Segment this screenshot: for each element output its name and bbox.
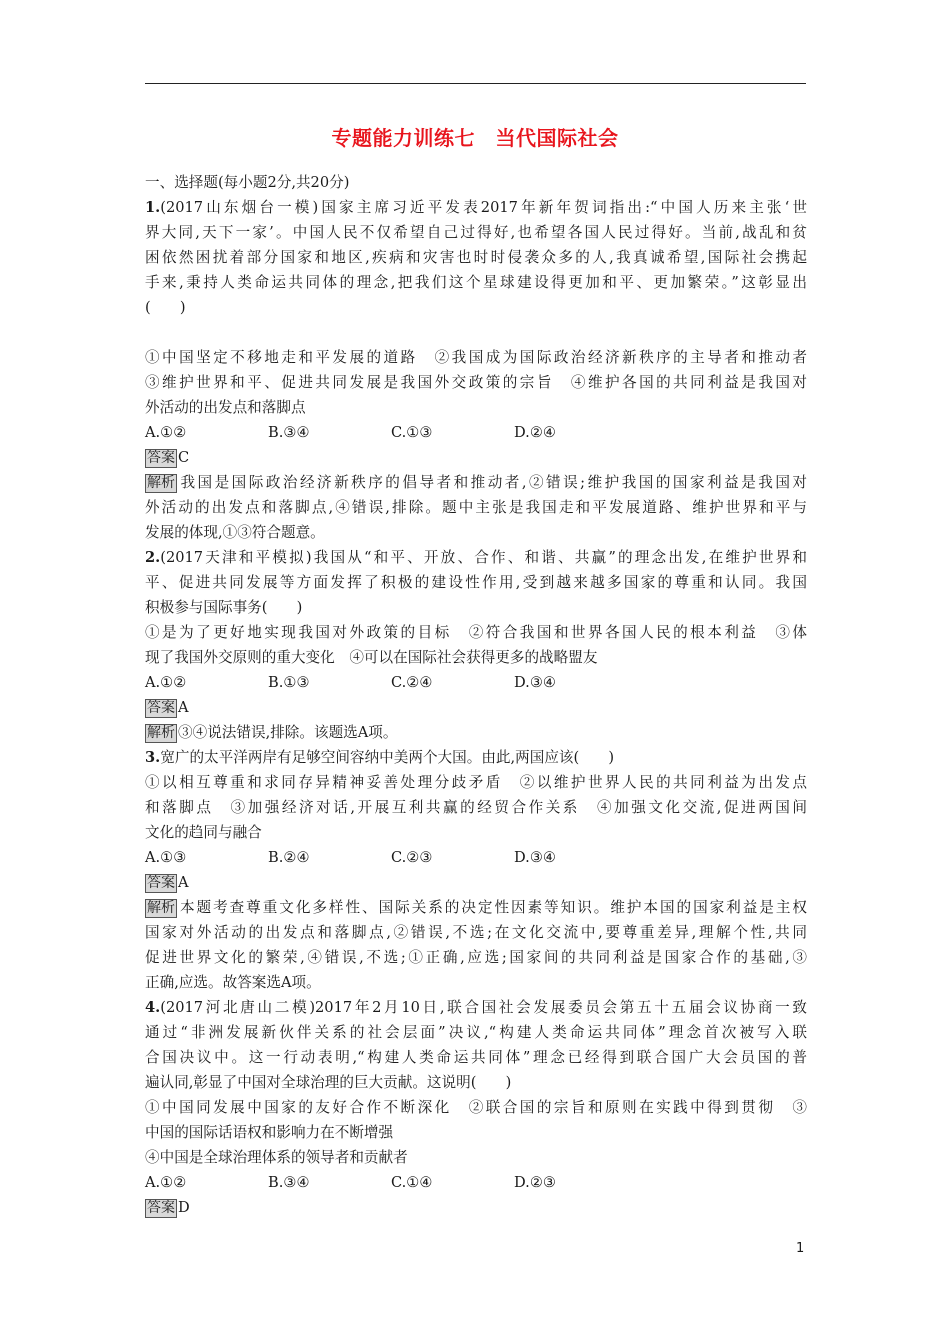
question-3 xyxy=(145,745,807,995)
question-number: 1. xyxy=(145,199,161,216)
options-row xyxy=(145,1170,807,1195)
page-title: 专题能力训练七 当代国际社会 xyxy=(331,126,619,150)
option-d: D.②④ xyxy=(514,424,556,441)
statement-line: 和落脚点 ③加强经济对话,开展互利共赢的经贸合作关系 ④加强文化交流,促进两国间 xyxy=(145,799,807,816)
question-stem-line: 界大同,天下一家’。中国人民不仅希望自己过得好,也希望各国人民过得好。当前,战乱和贫 xyxy=(145,224,807,241)
answer-blank: ( ) xyxy=(145,299,186,316)
analysis-line: 解析 我国是国际政治经济新秩序的倡导者和推动者,②错误;维护我国的国家利益是我国对 xyxy=(147,474,807,491)
question-stem-line: 3.宽广的太平洋两岸有足够空间容纳中美两个大国。由此,两国应该( ) xyxy=(145,749,615,766)
question-number: 2. xyxy=(145,549,161,566)
question-stem-line: 2.(2017天津和平模拟)我国从“和平、开放、合作、和谐、共赢”的理念出发,在维护世界和 xyxy=(145,549,807,566)
answer-line xyxy=(145,1195,807,1220)
statement-line: ①中国坚定不移地走和平发展的道路 ②我国成为国际政治经济新秩序的主导者和推动者 xyxy=(145,349,807,366)
question-1 xyxy=(145,195,807,545)
answer-line xyxy=(145,445,807,470)
option-c: C.②④ xyxy=(391,674,433,691)
option-b: B.①③ xyxy=(268,674,310,691)
answer-value: A xyxy=(178,874,189,891)
option-a: A.①② xyxy=(145,674,187,691)
question-4 xyxy=(145,995,807,1220)
options-row xyxy=(145,420,807,445)
analysis-line: 外活动的出发点和落脚点,④错误,排除。题中主张是我国走和平发展道路、维护世界和平与 xyxy=(145,499,807,516)
option-a: A.①② xyxy=(145,424,187,441)
option-c: C.①④ xyxy=(391,1174,433,1191)
analysis-line: 解析 ③④说法错误,排除。该题选A项。 xyxy=(147,724,398,741)
statement-line: ①以相互尊重和求同存异精神妥善处理分歧矛盾 ②以维护世界人民的共同利益为出发点 xyxy=(145,774,807,791)
page-number: 1 xyxy=(796,1241,805,1256)
analysis-line: 正确,应选。故答案选A项。 xyxy=(145,974,321,991)
question-2 xyxy=(145,545,807,745)
analysis-line: 发展的体现,①③符合题意。 xyxy=(145,524,325,541)
question-stem-line: 积极参与国际事务( ) xyxy=(145,599,303,616)
option-a: A.①② xyxy=(145,1174,187,1191)
statement-line: ①中国同发展中国家的友好合作不断深化 ②联合国的宗旨和原则在实践中得到贯彻 ③ xyxy=(145,1099,807,1116)
answer-line xyxy=(145,695,807,720)
section-heading: 一、选择题(每小题2分,共20分) xyxy=(145,174,350,191)
question-stem-line: 平、促进共同发展等方面发挥了积极的建设性作用,受到越来越多国家的尊重和认同。我国 xyxy=(145,574,807,591)
header-rule xyxy=(145,83,806,84)
statement-line: ①是为了更好地实现我国对外政策的目标 ②符合我国和世界各国人民的根本利益 ③体 xyxy=(145,624,807,641)
question-number: 4. xyxy=(145,999,161,1016)
question-stem-line: 遍认同,彰显了中国对全球治理的巨大贡献。这说明( ) xyxy=(145,1074,512,1091)
option-d: D.③④ xyxy=(514,849,556,866)
option-d: D.②③ xyxy=(514,1174,556,1191)
option-d: D.③④ xyxy=(514,674,556,691)
statement-line: 外活动的出发点和落脚点 xyxy=(145,399,306,416)
answer-value: C xyxy=(178,449,190,466)
answer-line xyxy=(145,870,807,895)
analysis-tag: 解析 xyxy=(147,900,175,916)
question-stem-line: 困依然困扰着部分国家和地区,疾病和灾害也时时侵袭众多的人,我真诚希望,国际社会携起 xyxy=(145,249,807,266)
answer-value: D xyxy=(178,1199,190,1216)
answer-tag: 答案 xyxy=(147,1200,175,1216)
answer-tag: 答案 xyxy=(147,700,175,716)
statement-line: 中国的国际话语权和影响力在不断增强 xyxy=(145,1124,394,1141)
analysis-tag: 解析 xyxy=(147,725,175,741)
analysis-line: 促进世界文化的繁荣,④错误,不选;①正确,应选;国家间的共同利益是国家合作的基础,③ xyxy=(145,949,807,966)
options-row xyxy=(145,845,807,870)
question-stem-line: 合国决议中。这一行动表明,“构建人类命运共同体”理念已经得到联合国广大会员国的普 xyxy=(145,1049,807,1066)
analysis-line: 国家对外活动的出发点和落脚点,②错误,不选;在文化交流中,要尊重差异,理解个性,共同 xyxy=(145,924,807,941)
answer-value: A xyxy=(178,699,189,716)
question-stem-line: 4.(2017河北唐山二模)2017年2月10日,联合国社会发展委员会第五十五届会议协商一致 xyxy=(145,999,807,1016)
spacer xyxy=(145,320,807,345)
statement-line: ③维护世界和平、促进共同发展是我国外交政策的宗旨 ④维护各国的共同利益是我国对 xyxy=(145,374,807,391)
analysis-tag: 解析 xyxy=(147,475,175,491)
document-body xyxy=(145,170,807,1220)
question-stem-line: 通过“非洲发展新伙伴关系的社会层面”决议,“构建人类命运共同体”理念首次被写入联 xyxy=(145,1024,807,1041)
analysis-line: 解析 本题考查尊重文化多样性、国际关系的决定性因素等知识。维护本国的国家利益是主权 xyxy=(147,899,807,916)
option-b: B.③④ xyxy=(268,424,310,441)
answer-tag: 答案 xyxy=(147,450,175,466)
option-b: B.③④ xyxy=(268,1174,310,1191)
question-stem-line: 手来,秉持人类命运共同体的理念,把我们这个星球建设得更加和平、更加繁荣。”这彰显出 xyxy=(145,274,807,291)
options-row xyxy=(145,670,807,695)
answer-tag: 答案 xyxy=(147,875,175,891)
option-c: C.①③ xyxy=(391,424,433,441)
option-c: C.②③ xyxy=(391,849,433,866)
question-number: 3. xyxy=(145,749,161,766)
question-stem-line: 1.(2017山东烟台一模)国家主席习近平发表2017年新年贺词指出:“中国人历来主张‘世 xyxy=(145,199,807,216)
statement-line: 现了我国外交原则的重大变化 ④可以在国际社会获得更多的战略盟友 xyxy=(145,649,598,666)
option-b: B.②④ xyxy=(268,849,310,866)
statement-line: 文化的趋同与融合 xyxy=(145,824,262,841)
option-a: A.①③ xyxy=(145,849,187,866)
statement-line: ④中国是全球治理体系的领导者和贡献者 xyxy=(145,1149,408,1166)
